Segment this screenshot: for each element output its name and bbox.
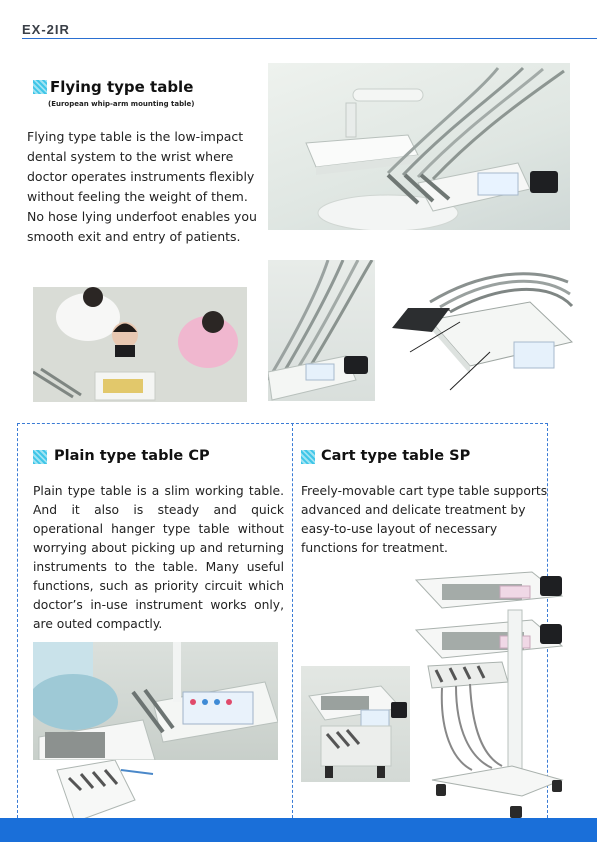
table-diagram-photo xyxy=(390,262,575,402)
flying-paragraph-1: Flying type table is the low-impact dental system to the wrist where doctor operates instruments flexibly without feeling the weight of them. xyxy=(27,129,255,204)
cart-description: Freely-movable cart type table supports advanced and delicate treatment by easy-to-use layout of necessary functions for treatment. xyxy=(301,484,548,555)
section-square-icon xyxy=(33,450,47,464)
flying-subheading: (European whip-arm mounting table) xyxy=(48,100,195,108)
header-rule xyxy=(22,38,597,39)
section-square-icon xyxy=(301,450,315,464)
tables-divider xyxy=(292,423,293,818)
flying-paragraph-2: No hose lying underfoot enables you smooth exit and entry of patients. xyxy=(27,209,257,244)
page-header-title: EX-2IR xyxy=(22,22,70,37)
plain-description: Plain type table is a slim working table. And it also is steady and quick operational hanger type table without worrying about picking up and returning instruments to the table. Many useful functions, such as priority circuit which doctor’s in-use instrument works only, are outed compactly. xyxy=(33,484,284,631)
flying-heading: Flying type table xyxy=(50,78,194,96)
dentist-patient-photo xyxy=(33,287,247,402)
cart-small-photo xyxy=(301,666,410,782)
flying-table-photo xyxy=(268,63,570,230)
plain-heading: Plain type table CP xyxy=(54,448,210,464)
plain-holder-image xyxy=(55,760,155,826)
plain-table-photo xyxy=(33,642,278,760)
section-square-icon xyxy=(33,80,47,94)
cart-product-image xyxy=(412,570,572,822)
cart-heading: Cart type table SP xyxy=(321,448,471,464)
instrument-holder-photo xyxy=(268,260,375,401)
footer-bar xyxy=(0,818,597,842)
flying-description xyxy=(27,127,263,247)
